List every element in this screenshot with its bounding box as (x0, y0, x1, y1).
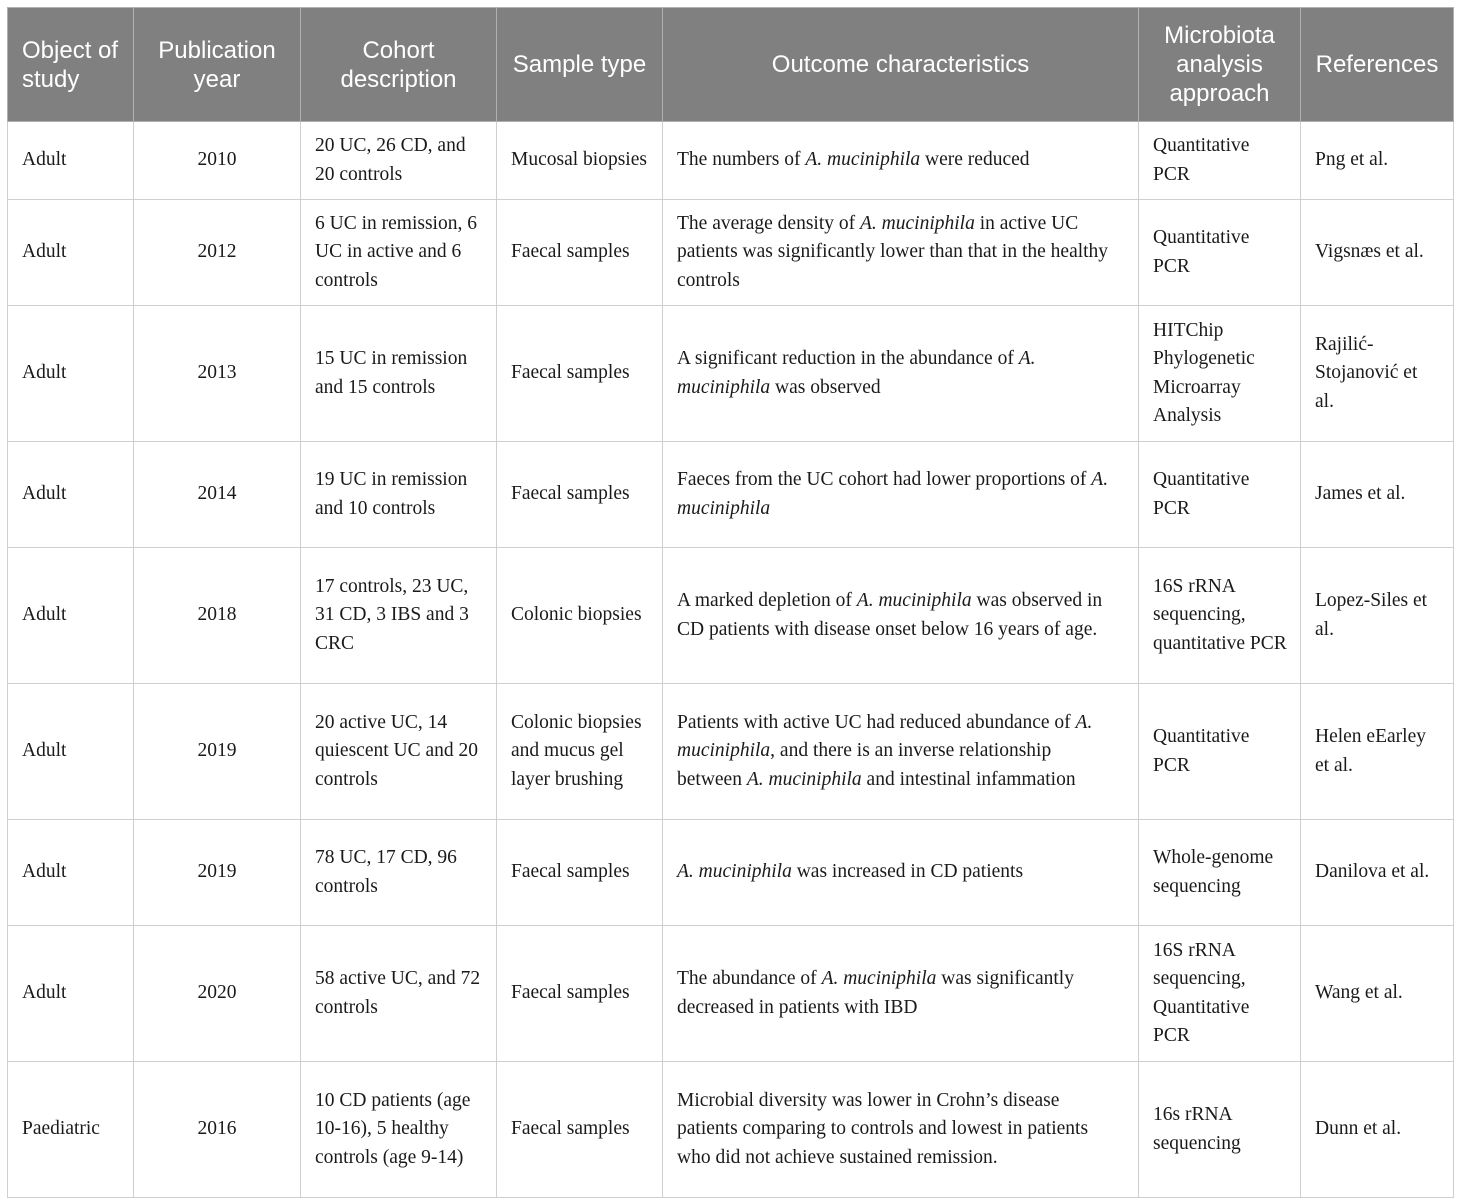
cell-outcome-characteristics (663, 820, 1139, 926)
cell-sample-type: Mucosal biopsies (497, 122, 663, 200)
cell-publication-year: 2012 (134, 200, 301, 306)
cell-publication-year: 2014 (134, 442, 301, 548)
cell-object-of-study: Adult (8, 122, 134, 200)
cell-object-of-study: Paediatric (8, 1062, 134, 1198)
header-sample-type: Sample type (497, 8, 663, 122)
outcome-text: The average density of (677, 212, 861, 234)
cell-publication-year: 2013 (134, 306, 301, 442)
cell-microbiota-analysis-approach: 16S rRNA sequencing, quantitative PCR (1139, 548, 1301, 684)
cell-references: James et al. (1301, 442, 1454, 548)
table-row (8, 122, 1454, 200)
cell-microbiota-analysis-approach: Quantitative PCR (1139, 122, 1301, 200)
cell-cohort-description: 20 active UC, 14 quiescent UC and 20 controls (301, 684, 497, 820)
cell-outcome-characteristics (663, 200, 1139, 306)
cell-object-of-study: Adult (8, 820, 134, 926)
cell-publication-year: 2019 (134, 820, 301, 926)
species-name: A. muciniphila (805, 149, 921, 171)
outcome-text: Microbial diversity was lower in Crohn’s disease patients comparing to controls and lowest in patients who did not achieve sustained remission. (677, 1089, 1089, 1168)
outcome-text: , and there is an inverse relationship between (677, 740, 1052, 790)
cell-publication-year: 2016 (134, 1062, 301, 1198)
table-row (8, 820, 1454, 926)
cell-cohort-description: 19 UC in remission and 10 controls (301, 442, 497, 548)
cell-sample-type: Faecal samples (497, 820, 663, 926)
cell-microbiota-analysis-approach: 16S rRNA sequencing, Quantitative PCR (1139, 926, 1301, 1062)
table-row (8, 442, 1454, 548)
cell-outcome-characteristics (663, 548, 1139, 684)
species-name: A. muciniphila (746, 768, 862, 790)
cell-references: Vigsnæs et al. (1301, 200, 1454, 306)
outcome-text: was observed in CD patients with disease onset below 16 years of age. (677, 590, 1103, 640)
outcome-text: A marked depletion of (677, 590, 857, 611)
outcome-text: in active UC patients was significantly lower than that in the healthy controls (677, 212, 1109, 291)
cell-publication-year: 2020 (134, 926, 301, 1062)
header-references: References (1301, 8, 1454, 122)
header-outcome-characteristics: Outcome characteristics (663, 8, 1139, 122)
table-row (8, 306, 1454, 442)
cell-microbiota-analysis-approach: Quantitative PCR (1139, 442, 1301, 548)
cell-outcome-characteristics (663, 684, 1139, 820)
species-name: A. muciniphila (677, 348, 1036, 398)
table-row (8, 200, 1454, 306)
table-body (8, 122, 1454, 1198)
cell-publication-year: 2010 (134, 122, 301, 200)
outcome-text: A significant reduction in the abundance of (677, 348, 1019, 369)
cell-outcome-characteristics (663, 1062, 1139, 1198)
cell-cohort-description: 78 UC, 17 CD, 96 controls (301, 820, 497, 926)
cell-cohort-description: 6 UC in remission, 6 UC in active and 6 controls (301, 200, 497, 306)
outcome-text: was observed (770, 376, 881, 398)
cell-sample-type: Faecal samples (497, 926, 663, 1062)
cell-cohort-description: 15 UC in remission and 15 controls (301, 306, 497, 442)
cell-references: Helen eEarley et al. (1301, 684, 1454, 820)
outcome-text: Patients with active UC had reduced abundance of (677, 711, 1076, 733)
cell-sample-type: Colonic biopsies (497, 548, 663, 684)
species-name: A. muciniphila (821, 968, 937, 989)
cell-outcome-characteristics (663, 926, 1139, 1062)
cell-outcome-characteristics (663, 442, 1139, 548)
header-cohort-description: Cohort description (301, 8, 497, 122)
cell-object-of-study: Adult (8, 442, 134, 548)
cell-cohort-description: 58 active UC, and 72 controls (301, 926, 497, 1062)
cell-cohort-description: 10 CD patients (age 10-16), 5 healthy controls (age 9-14) (301, 1062, 497, 1198)
cell-cohort-description: 17 controls, 23 UC, 31 CD, 3 IBS and 3 CRC (301, 548, 497, 684)
cell-sample-type: Faecal samples (497, 442, 663, 548)
header-microbiota-analysis-approach: Microbiota analysis approach (1139, 8, 1301, 122)
cell-publication-year: 2019 (134, 684, 301, 820)
table-row (8, 548, 1454, 684)
header-publication-year: Publication year (134, 8, 301, 122)
table-row (8, 684, 1454, 820)
cell-sample-type: Colonic biopsies and mucus gel layer brushing (497, 684, 663, 820)
cell-references: Lopez-Siles et al. (1301, 548, 1454, 684)
cell-object-of-study: Adult (8, 200, 134, 306)
outcome-text: The numbers of (677, 149, 806, 171)
cell-references: Rajilić-Stojanović et al. (1301, 306, 1454, 442)
outcome-text: and intestinal infammation (861, 768, 1076, 790)
cell-outcome-characteristics (663, 306, 1139, 442)
outcome-text: was increased in CD patients (791, 861, 1024, 883)
species-name: A. muciniphila (860, 212, 975, 234)
cell-references: Wang et al. (1301, 926, 1454, 1062)
cell-outcome-characteristics (663, 122, 1139, 200)
table-container (7, 7, 1454, 1198)
species-name: A. muciniphila (856, 590, 972, 611)
cell-object-of-study: Adult (8, 926, 134, 1062)
outcome-text: was significantly decreased in patients with IBD (677, 968, 1074, 1018)
cell-references: Png et al. (1301, 122, 1454, 200)
cell-object-of-study: Adult (8, 548, 134, 684)
species-name: A. muciniphila (677, 711, 1093, 762)
cell-cohort-description: 20 UC, 26 CD, and 20 controls (301, 122, 497, 200)
header-object-of-study: Object of study (8, 8, 134, 122)
table-row (8, 1062, 1454, 1198)
header-row (8, 8, 1454, 122)
cell-microbiota-analysis-approach: 16s rRNA sequencing (1139, 1062, 1301, 1198)
studies-table (7, 7, 1454, 1198)
cell-microbiota-analysis-approach: HITChip Phylogenetic Microarray Analysis (1139, 306, 1301, 442)
species-name: A. muciniphila (677, 469, 1109, 519)
cell-microbiota-analysis-approach: Whole-genome sequencing (1139, 820, 1301, 926)
cell-sample-type: Faecal samples (497, 200, 663, 306)
species-name: A. muciniphila (677, 861, 792, 883)
cell-object-of-study: Adult (8, 306, 134, 442)
cell-microbiota-analysis-approach: Quantitative PCR (1139, 684, 1301, 820)
outcome-text: Faeces from the UC cohort had lower proportions of (677, 469, 1092, 490)
outcome-text: The abundance of (677, 968, 822, 989)
cell-publication-year: 2018 (134, 548, 301, 684)
cell-sample-type: Faecal samples (497, 1062, 663, 1198)
cell-references: Dunn et al. (1301, 1062, 1454, 1198)
cell-sample-type: Faecal samples (497, 306, 663, 442)
cell-microbiota-analysis-approach: Quantitative PCR (1139, 200, 1301, 306)
outcome-text: were reduced (920, 149, 1030, 171)
table-row (8, 926, 1454, 1062)
cell-object-of-study: Adult (8, 684, 134, 820)
cell-references: Danilova et al. (1301, 820, 1454, 926)
